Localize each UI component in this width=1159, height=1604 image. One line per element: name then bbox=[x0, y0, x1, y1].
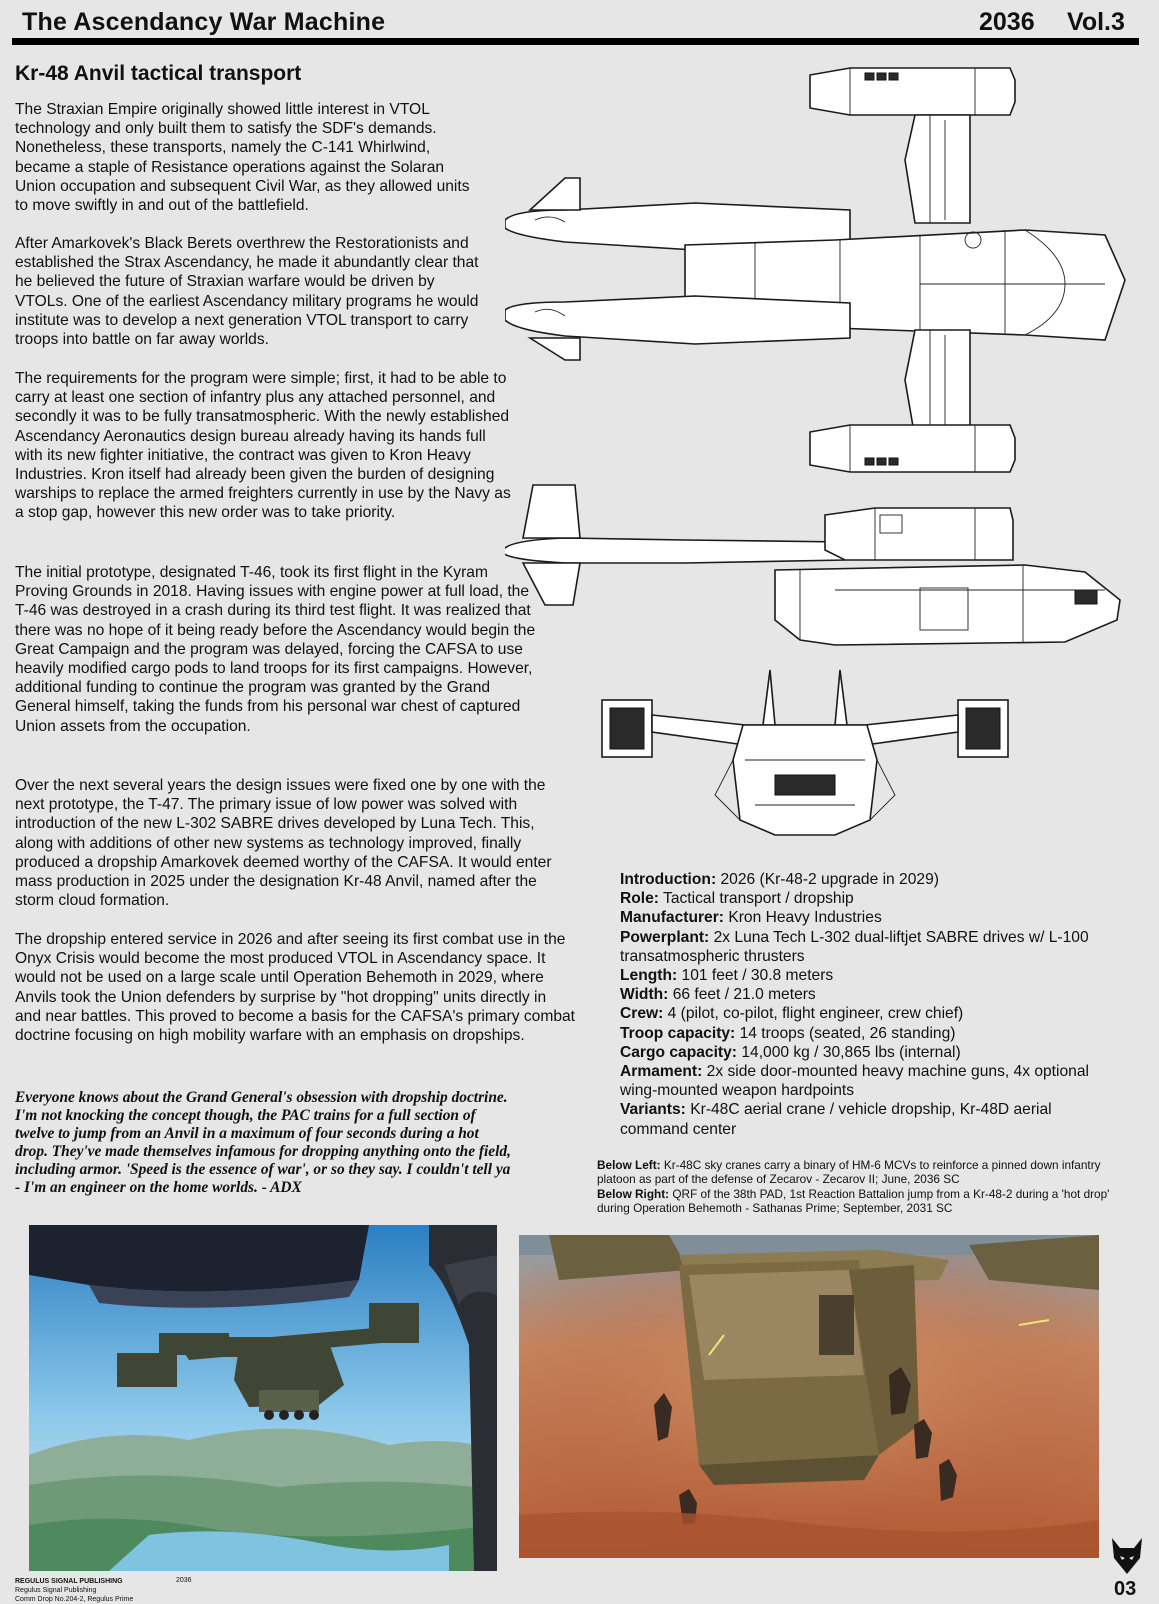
publisher-subtitle: Regulus Signal Publishing bbox=[15, 1587, 97, 1594]
spec-row-crew: Crew: 4 (pilot, co-pilot, flight engineer, crew chief) bbox=[620, 1005, 964, 1023]
spec-row-introduction: Introduction: 2026 (Kr-48-2 upgrade in 2029) bbox=[620, 871, 939, 888]
article-paragraph-2: After Amarkovek's Black Berets overthrew the Restorationists and established the Strax Ascendancy, he made it abundantly clear that he believed the future of Straxian warfare would be driven by VTOLs. One of the earliest Ascendancy military programs he would institute was to develop a next generation VTOL transport to carry troops into battle on far away worlds. bbox=[15, 235, 479, 349]
article-paragraph-5: Over the next several years the design issues were fixed one by one with the next prototype, the T-47. The primary issue of low power was solved with introduction of the new L-302 SABRE drives developed by Luna Tech. This, along with additions of other new systems as technology improved, finally produced a dropship Amarkovek deemed worthy of the CAFSA. It would enter mass production in 2025 under the designation Kr-48 Anvil, named after the storm cloud formation. bbox=[15, 777, 552, 910]
wolf-head-logo-icon bbox=[1110, 1536, 1144, 1576]
magazine-title: The Ascendancy War Machine bbox=[22, 8, 386, 36]
spec-row-powerplant: Powerplant: 2x Luna Tech L-302 dual-liftjet SABRE drives w/ L-100 transatmospheric thrusters bbox=[620, 928, 1089, 965]
publisher-block bbox=[15, 1577, 133, 1604]
spec-row-width: Width: 66 feet / 21.0 meters bbox=[620, 986, 816, 1004]
spec-row-manufacturer: Manufacturer: Kron Heavy Industries bbox=[620, 909, 882, 927]
spec-row-length: Length: 101 feet / 30.8 meters bbox=[620, 967, 834, 985]
engineer-quote: Everyone knows about the Grand General's obsession with dropship doctrine. I'm not knocking the concept though, the PAC trains for a full section of twelve to jump from an Anvil in a maximum of four seconds during a hot drop. They've made themselves infamous for dropping anything onto the field, including armor. 'Speed is the essence of war', or so they say. I couldn't tell ya - I'm an engineer on the home worlds. - ADX bbox=[15, 1089, 511, 1197]
spec-row-troop-capacity: Troop capacity: 14 troops (seated, 26 standing) bbox=[620, 1024, 956, 1042]
comm-drop-id: Comm Drop No.204-2, Regulus Prime bbox=[15, 1596, 134, 1603]
spec-row-armament: Armament: 2x side door-mounted heavy machine guns, 4x optional wing-mounted weapon hardpoints bbox=[620, 1063, 1089, 1100]
vtol-schematic-drawings bbox=[505, 60, 1159, 870]
article-paragraph-3: The requirements for the program were simple; first, it had to be able to carry at least one section of infantry plus any attached personnel, and secondly it was to be fully transatmospheric. With the newly established Ascendancy Aeronautics design bureau already having its hands full with its new fighter initiative, the contract was given to Kron Heavy Industries. Kron itself had already been given the burden of designing warships to replace the armed freighters currently in use by the Navy as a stop gap, however this new order was to take priority. bbox=[15, 370, 511, 522]
header-rule bbox=[12, 38, 1139, 45]
article-title: Kr-48 Anvil tactical transport bbox=[15, 62, 302, 85]
issue-year: 2036 bbox=[979, 8, 1035, 36]
page-number: 03 bbox=[1114, 1578, 1137, 1600]
illustration-hot-drop bbox=[519, 1235, 1099, 1558]
spec-row-variants: Variants: Kr-48C aerial crane / vehicle dropship, Kr-48D aerial command center bbox=[620, 1101, 1052, 1138]
side-view-drawing bbox=[505, 485, 1120, 645]
spec-row-cargo-capacity: Cargo capacity: 14,000 kg / 30,865 lbs (internal) bbox=[620, 1043, 961, 1061]
illustration-sky-cranes bbox=[29, 1225, 497, 1571]
article-paragraph-1: The Straxian Empire originally showed little interest in VTOL technology and only built them to satisfy the SDF's demands. Nonetheless, these transports, namely the C-141 Whirlwind, became a staple of Resistance operations against the Solaran Union occupation and subsequent Civil War, as they allowed units to move swiftly in and out of the battlefield. bbox=[15, 101, 470, 215]
spec-sheet bbox=[620, 870, 1090, 1139]
caption-below-right: Below Right: QRF of the 38th PAD, 1st Reaction Battalion jump from a Kr-48-2 during a 'hot drop' during Operation Behemoth - Sathanas Prime; September, 2031 SC bbox=[597, 1186, 1110, 1216]
article-paragraph-4: The initial prototype, designated T-46, took its first flight in the Kyram Proving Grounds in 2018. Having issues with engine power at full load, the T-46 was destroyed in a crash during its third test flight. It was realized that there was no hope of it being ready before the Ascendancy would begin the Great Campaign and the program was delayed, forcing the CAFSA to use heavily modified cargo pods to land troops for its first campaigns. However, additional funding to continue the program was granted by the Grand General himself, taking the funds from his personal war chest of captured Union assets from the occupation. bbox=[15, 564, 536, 735]
top-view-drawing bbox=[505, 68, 1125, 472]
photo-captions bbox=[597, 1158, 1142, 1216]
article-paragraph-6: The dropship entered service in 2026 and after seeing its first combat use in the Onyx Crisis would become the most produced VTOL in Ascendancy space. It would not be used on a large scale until Operation Behemoth in 2029, where Anvils took the Union defenders by surprise by "hot dropping" units directly in and near battles. This proved to become a basis for the CAFSA's primary combat doctrine focusing on high mobility warfare with an emphasis on dropships. bbox=[15, 931, 575, 1045]
caption-below-left: Below Left: Kr-48C sky cranes carry a binary of HM-6 MCVs to reinforce a pinned down infantry platoon as part of the defense of Zecarov - Zecarov II; June, 2036 SC bbox=[597, 1158, 1101, 1187]
front-view-drawing bbox=[602, 670, 1008, 835]
issue-volume: Vol.3 bbox=[1067, 8, 1125, 36]
spec-row-role: Role: Tactical transport / dropship bbox=[620, 890, 854, 908]
footer-year: 2036 bbox=[176, 1577, 192, 1584]
publisher-name: REGULUS SIGNAL PUBLISHING bbox=[15, 1578, 123, 1585]
